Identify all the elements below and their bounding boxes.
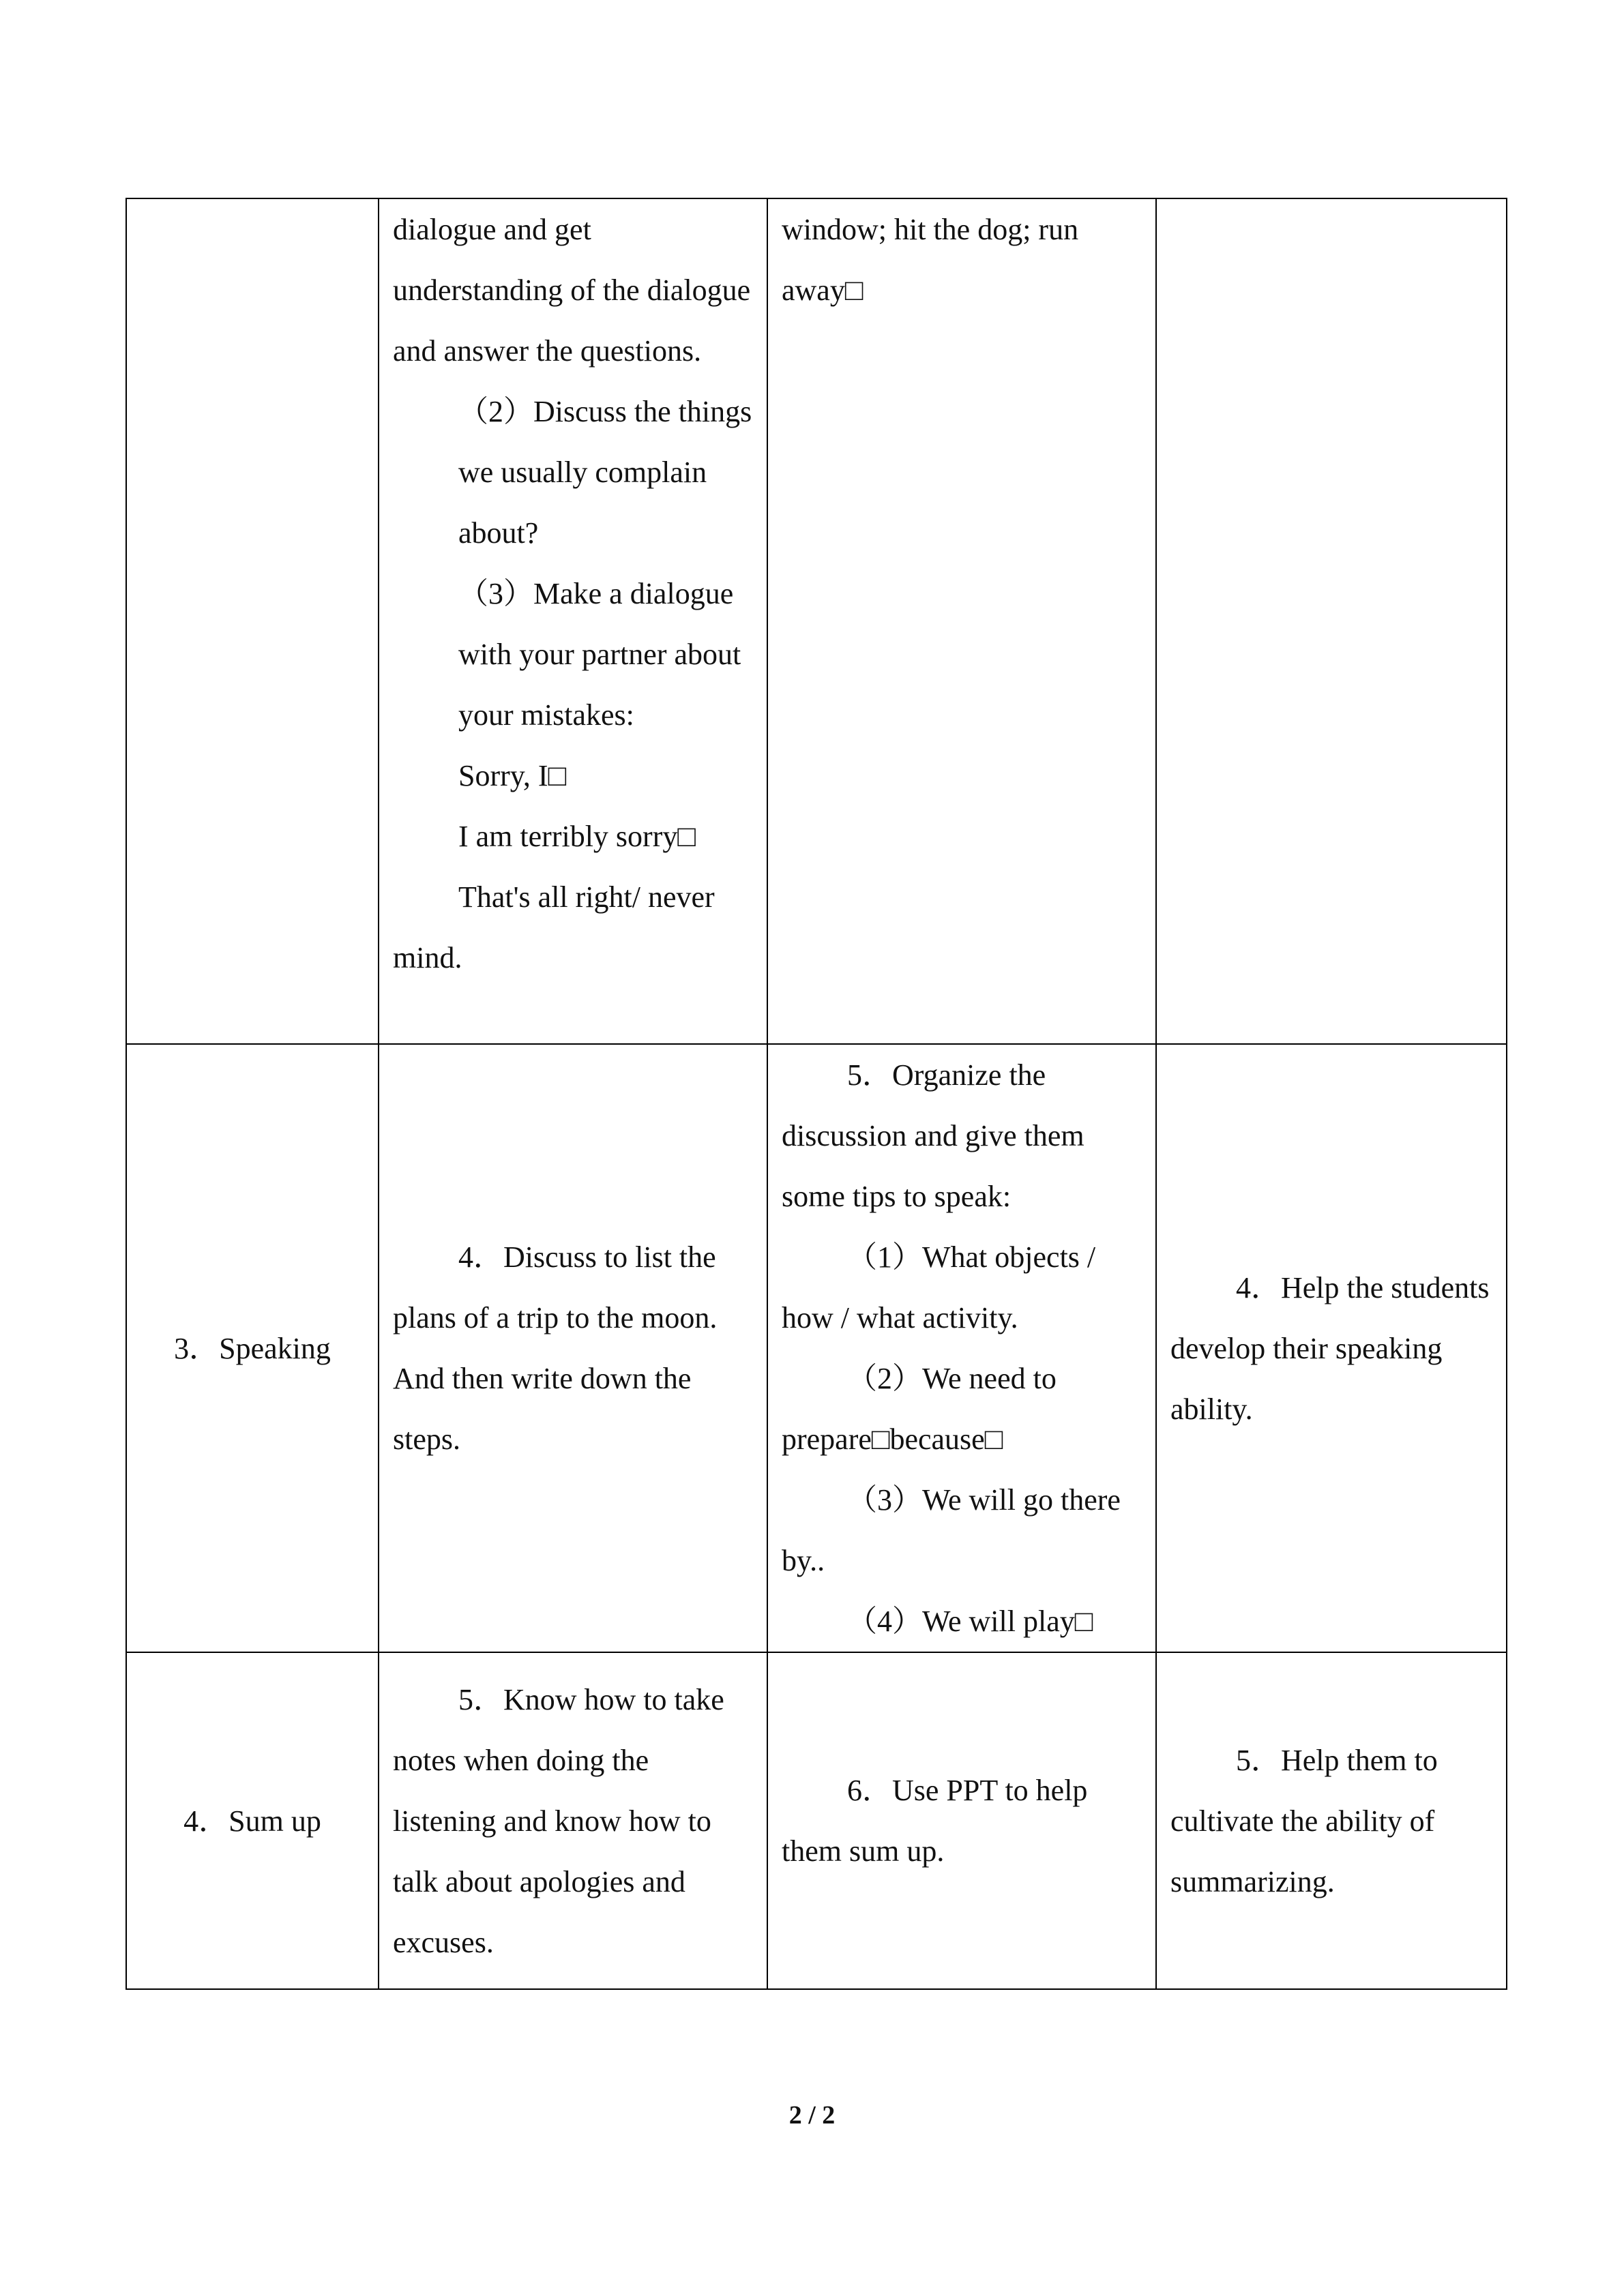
paragraph: 5．Know how to take notes when doing the listening and know how to talk about apologies and excuses.: [393, 1682, 724, 1959]
paragraph: （2）We need to prepare□because□: [782, 1362, 1057, 1456]
student-activity-cell: [379, 198, 767, 1044]
paragraph: dialogue and get understanding of the dialogue and answer the questions.: [393, 213, 751, 368]
table-row: [126, 1652, 1507, 1989]
teacher-activity-cell: [767, 1652, 1156, 1989]
paragraph: （3）We will go there by..: [782, 1483, 1121, 1577]
stage-cell: 4．Sum up: [126, 1652, 379, 1989]
paragraph: （1）What objects / how / what activity.: [782, 1240, 1096, 1335]
stage-cell: 3．Speaking: [126, 1044, 379, 1652]
purpose-cell: [1156, 1044, 1507, 1652]
purpose-cell: [1156, 198, 1507, 1044]
table-row: [126, 198, 1507, 1044]
stage-cell: [126, 198, 379, 1044]
paragraph: 6．Use PPT to help them sum up.: [782, 1774, 1088, 1868]
purpose-cell: [1156, 1652, 1507, 1989]
student-activity-cell: [379, 1652, 767, 1989]
paragraph: 4．Help the students develop their speaking ability.: [1170, 1270, 1490, 1426]
paragraph: Sorry, I□: [458, 759, 567, 792]
teacher-activity-cell: [767, 1044, 1156, 1652]
paragraph: 4．Discuss to list the plans of a trip to the moon. And then write down the steps.: [393, 1240, 718, 1456]
paragraph: 5．Help them to cultivate the ability of summarizing.: [1170, 1743, 1438, 1898]
paragraph: （3）Make a dialogue with your partner about your mistakes:: [458, 577, 741, 732]
paragraph: I am terribly sorry□: [458, 820, 696, 853]
lesson-plan-table: [126, 198, 1507, 1990]
page-number: 2 / 2: [788, 2101, 836, 2130]
table-row: [126, 1044, 1507, 1652]
student-activity-cell: [379, 1044, 767, 1652]
paragraph: 5．Organize the discussion and give them some tips to speak:: [782, 1058, 1084, 1213]
teacher-activity-cell: window; hit the dog; run away□: [767, 198, 1156, 1044]
paragraph: That's all right/ never mind.: [393, 880, 715, 974]
paragraph: （2）Discuss the things we usually complain about?: [458, 395, 752, 550]
paragraph: （4）We will play□: [847, 1605, 1093, 1638]
